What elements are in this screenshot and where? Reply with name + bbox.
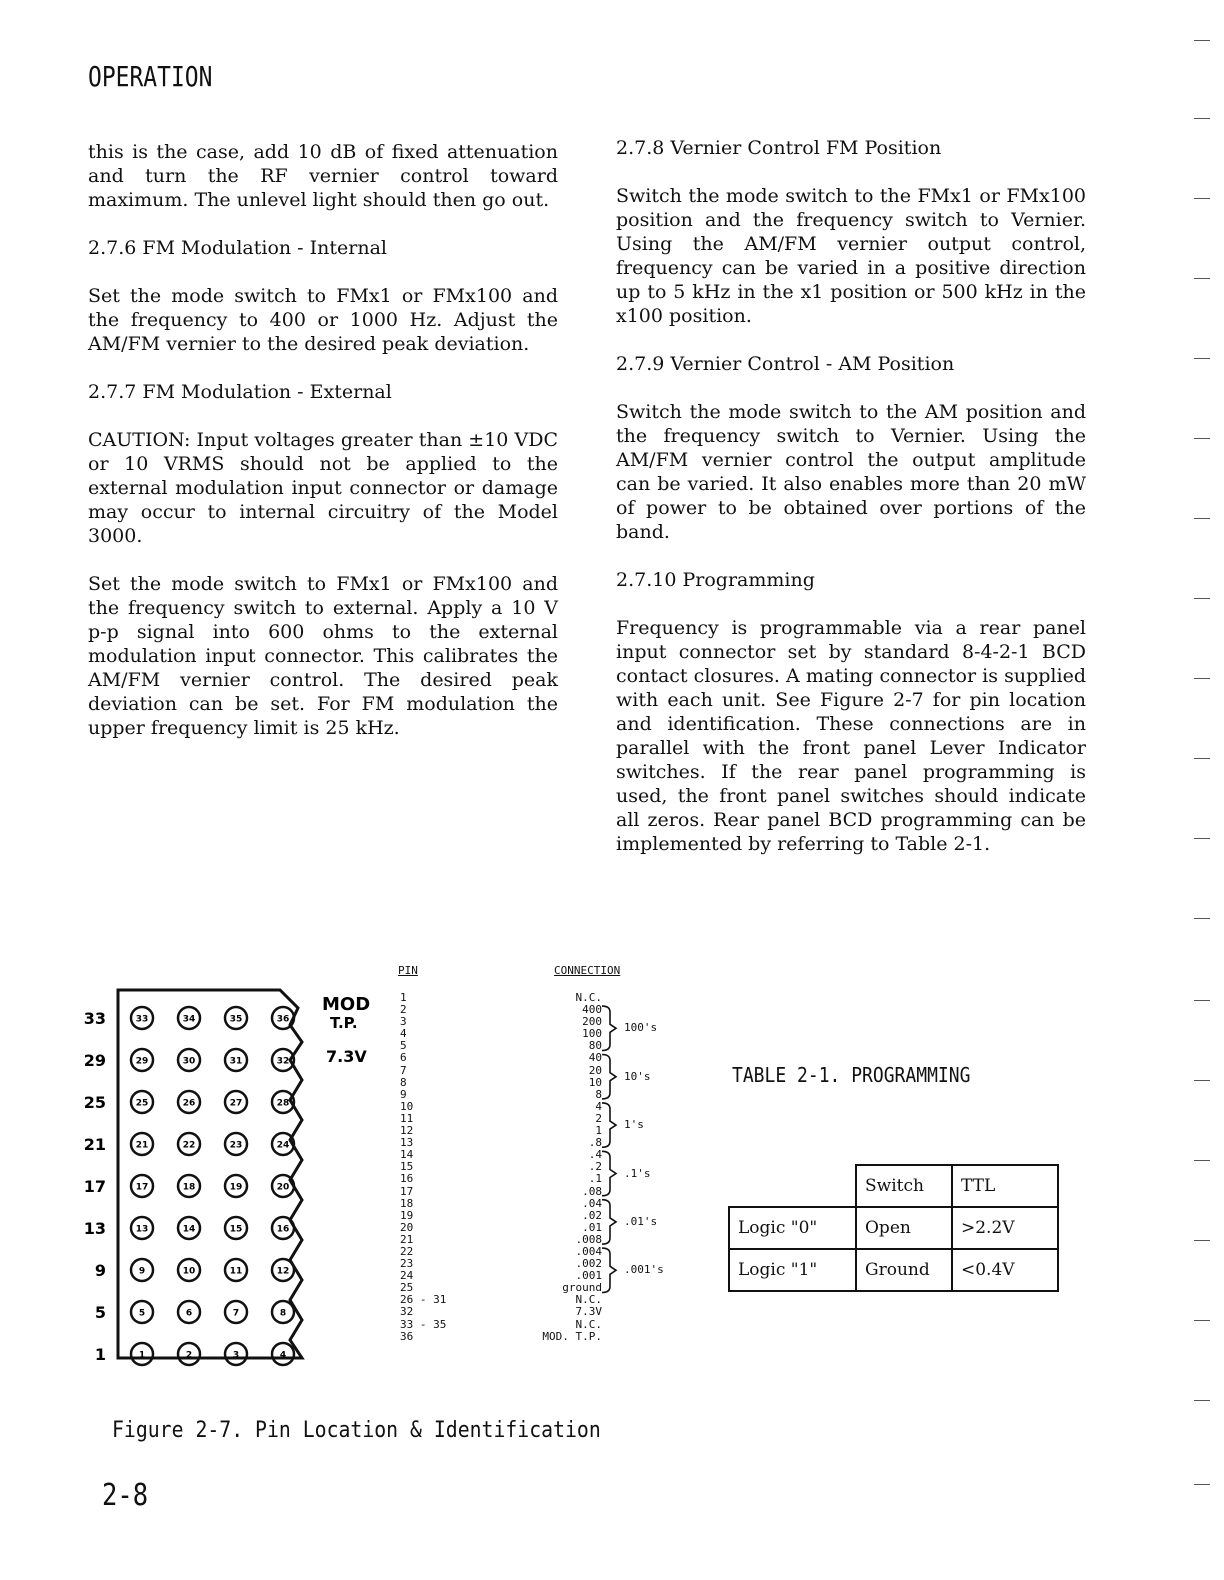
connector-diagram xyxy=(80,980,380,1380)
pin-entry: 25 xyxy=(400,1281,414,1295)
header-ttl: TTL xyxy=(952,1165,1058,1207)
pin-number: 18 xyxy=(182,1182,196,1193)
pin-number: 33 xyxy=(135,1014,149,1025)
connection-entry: .4 xyxy=(588,1148,602,1162)
pin-entry: 18 xyxy=(400,1196,414,1210)
section-2-7-6-title: 2.7.6 FM Modulation - Internal xyxy=(88,237,387,259)
row-label: 17 xyxy=(83,1177,106,1196)
connection-entry: 40 xyxy=(588,1051,602,1065)
ttl-cell: >2.2V xyxy=(952,1207,1058,1249)
connection-entry: .8 xyxy=(588,1136,602,1150)
pin-grid xyxy=(131,1007,294,1365)
pin-entry: 22 xyxy=(400,1244,414,1258)
programming-table xyxy=(728,1164,1059,1292)
pin-entry: 33 - 35 xyxy=(400,1317,447,1331)
connection-entry: 8 xyxy=(595,1087,602,1101)
connection-entry: N.C. xyxy=(575,991,602,1004)
section-2-7-8-body: Switch the mode switch to the FMx1 or FMx100 position and the frequency switch to Vernier. Using the AM/FM vernier output control, frequency can be varied in a positive direction up to 5 kHz in the x1 position or 500 kHz in the x100 position. xyxy=(616,185,1086,327)
section-2-7-6-body: Set the mode switch to FMx1 or FMx100 and the frequency to 400 or 1000 Hz. Adjust the AM/FM vernier to the desired peak deviation. xyxy=(88,285,558,355)
pin-entry: 15 xyxy=(400,1160,414,1174)
pin-entry: 12 xyxy=(400,1124,414,1138)
pin-number: 7 xyxy=(232,1308,240,1319)
pin-number: 21 xyxy=(135,1140,149,1151)
tp-label: T.P. xyxy=(330,1014,358,1032)
connection-entry: 4 xyxy=(595,1099,602,1113)
table-title: TABLE 2-1. PROGRAMMING xyxy=(732,1063,971,1087)
connection-entry: .02 xyxy=(582,1208,602,1222)
section-2-7-10-body: Frequency is programmable via a rear panel input connector set by standard 8-4-2-1 BCD contact closures. A mating connector is supplied with each unit. See Figure 2-7 for pin location and identification. These connections are in parallel with the front panel Lever Indicator switches. If the rear panel programming is used, the front panel switches should indicate all zeros. Rear panel BCD programming can be implemented by referring to Table 2-1. xyxy=(616,617,1086,855)
group-label: .01's xyxy=(624,1214,658,1228)
pin-entry: 6 xyxy=(400,1051,407,1065)
row-labels xyxy=(84,1009,106,1364)
pin-entry: 21 xyxy=(400,1232,414,1246)
section-2-7-9-title: 2.7.9 Vernier Control - AM Position xyxy=(616,353,955,375)
group-bracket xyxy=(602,1006,616,1050)
connection-entry: .1 xyxy=(588,1172,602,1186)
pin-header: PIN xyxy=(398,964,418,977)
group-bracket xyxy=(602,1103,616,1147)
pin-entry: 19 xyxy=(400,1208,414,1222)
row-label: 1 xyxy=(94,1345,106,1364)
connection-entry: .2 xyxy=(588,1160,602,1174)
pin-entry: 13 xyxy=(400,1136,414,1150)
switch-cell: Ground xyxy=(856,1249,952,1291)
pin-entry: 20 xyxy=(400,1220,414,1234)
pin-number: 1 xyxy=(138,1350,146,1361)
group-label: .1's xyxy=(624,1166,651,1180)
switch-cell: Open xyxy=(856,1207,952,1249)
table-row xyxy=(729,1207,1058,1249)
group-bracket xyxy=(602,1248,616,1292)
voltage-label: 7.3V xyxy=(326,1047,367,1066)
connection-entry: 400 xyxy=(582,1003,602,1017)
connection-entry: ground xyxy=(562,1281,602,1295)
pin-entry: 14 xyxy=(400,1148,414,1162)
row-label: 29 xyxy=(83,1051,106,1070)
pin-entry: 10 xyxy=(400,1099,414,1113)
connection-entry: 2 xyxy=(595,1111,602,1125)
pin-number: 26 xyxy=(182,1098,196,1109)
pin-number: 4 xyxy=(279,1350,287,1361)
pin-number: 2 xyxy=(185,1350,193,1361)
pin-entry: 8 xyxy=(400,1075,407,1089)
left-column xyxy=(88,140,558,764)
connection-entry: 1 xyxy=(595,1124,602,1138)
pin-number: 16 xyxy=(276,1224,290,1235)
connection-entry: .04 xyxy=(582,1196,602,1210)
pin-number: 12 xyxy=(276,1266,290,1277)
group-bracket xyxy=(602,1151,616,1195)
connection-entry: MOD. T.P. xyxy=(542,1329,602,1343)
connection-entry: .008 xyxy=(575,1232,602,1246)
connection-entry: .01 xyxy=(582,1220,602,1234)
pin-number: 10 xyxy=(182,1266,196,1277)
section-2-7-10-title: 2.7.10 Programming xyxy=(616,569,815,591)
ttl-cell: <0.4V xyxy=(952,1249,1058,1291)
pin-number: 6 xyxy=(185,1308,193,1319)
group-label: 10's xyxy=(624,1069,651,1083)
pin-entry: 26 - 31 xyxy=(400,1293,447,1307)
row-label: Logic "0" xyxy=(729,1207,856,1249)
pin-number: 31 xyxy=(229,1056,243,1067)
connection-entry: N.C. xyxy=(575,1293,602,1307)
pin-number: 29 xyxy=(135,1056,149,1067)
connection-entry: 7.3V xyxy=(575,1305,602,1319)
pin-entry: 1 xyxy=(400,991,407,1004)
pin-entry: 2 xyxy=(400,1003,407,1017)
connection-entry: 20 xyxy=(588,1063,602,1077)
row-label: 13 xyxy=(83,1219,106,1238)
row-label: Logic "1" xyxy=(729,1249,856,1291)
pin-entry: 16 xyxy=(400,1172,414,1186)
pin-number: 3 xyxy=(232,1350,240,1361)
intro-paragraph: this is the case, add 10 dB of fixed attenuation and turn the RF vernier control toward maximum. The unlevel light should then go out. xyxy=(88,141,558,211)
section-2-7-7-body: Set the mode switch to FMx1 or FMx100 and the frequency switch to external. Apply a 10 V p-p signal into 600 ohms to the external modulation input connector. This calibrates the AM/FM vernier control. The desired peak deviation can be set. For FM modulation the upper frequency limit is 25 kHz. xyxy=(88,573,558,739)
pin-number: 8 xyxy=(279,1308,287,1319)
connection-entry: N.C. xyxy=(575,1317,602,1331)
pin-number: 14 xyxy=(182,1224,196,1235)
connection-entry: 200 xyxy=(582,1015,602,1029)
section-2-7-7-title: 2.7.7 FM Modulation - External xyxy=(88,381,392,403)
pin-entry: 36 xyxy=(400,1329,414,1343)
group-bracket xyxy=(602,1200,616,1244)
row-label: 5 xyxy=(94,1303,106,1322)
table-header-row xyxy=(729,1165,1058,1207)
connection-entry: 80 xyxy=(588,1039,602,1053)
pin-number: 11 xyxy=(229,1266,243,1277)
pin-number: 35 xyxy=(229,1014,243,1025)
figure-caption: Figure 2-7. Pin Location & Identification xyxy=(112,1418,601,1443)
pin-number: 24 xyxy=(276,1140,290,1151)
right-column xyxy=(616,136,1086,880)
connection-list xyxy=(520,992,602,1343)
pin-entry: 9 xyxy=(400,1087,407,1101)
empty-cell xyxy=(729,1165,856,1207)
pin-entry: 32 xyxy=(400,1305,414,1319)
connection-entry: .004 xyxy=(575,1244,602,1258)
pin-entry: 24 xyxy=(400,1269,414,1283)
group-label: 100's xyxy=(624,1021,658,1035)
pin-entry: 7 xyxy=(400,1063,407,1077)
row-label: 33 xyxy=(83,1009,106,1028)
pin-number: 32 xyxy=(276,1056,290,1067)
pin-number: 13 xyxy=(135,1224,149,1235)
row-label: 21 xyxy=(83,1135,106,1154)
row-label: 25 xyxy=(83,1093,106,1112)
pin-number: 17 xyxy=(135,1182,149,1193)
header-switch: Switch xyxy=(856,1165,952,1207)
group-label: 1's xyxy=(624,1118,644,1132)
pin-entry: 17 xyxy=(400,1184,414,1198)
section-2-7-7-caution: CAUTION: Input voltages greater than ±10 VDC or 10 VRMS should not be applied to the external modulation input connector or damage may occur to internal circuitry of the Model 3000. xyxy=(88,429,558,547)
row-label: 9 xyxy=(94,1261,106,1280)
pin-number: 34 xyxy=(182,1014,196,1025)
pin-number: 36 xyxy=(276,1014,290,1025)
pin-entry: 3 xyxy=(400,1015,407,1029)
page-number: 2-8 xyxy=(102,1478,149,1513)
connection-entry: 10 xyxy=(588,1075,602,1089)
section-2-7-9-body: Switch the mode switch to the AM position and the frequency switch to Vernier. Using the AM/FM vernier control the output amplitude can be varied. It also enables more than 20 mW of power to be obtained over portions of the band. xyxy=(616,401,1086,543)
pin-number: 27 xyxy=(229,1098,243,1109)
pin-number: 23 xyxy=(229,1140,243,1151)
table-row xyxy=(729,1249,1058,1291)
pin-entry: 5 xyxy=(400,1039,407,1053)
pin-number: 5 xyxy=(138,1308,146,1319)
mod-label: MOD xyxy=(322,994,371,1015)
connection-entry: 100 xyxy=(582,1027,602,1041)
pin-number: 30 xyxy=(182,1056,196,1067)
pin-number: 28 xyxy=(276,1098,290,1109)
group-bracket xyxy=(602,1055,616,1099)
pin-number: 20 xyxy=(276,1182,290,1193)
pin-number: 19 xyxy=(229,1182,243,1193)
connection-entry: .001 xyxy=(575,1269,602,1283)
connection-entry: .08 xyxy=(582,1184,602,1198)
pin-number: 25 xyxy=(135,1098,149,1109)
connection-header: CONNECTION xyxy=(554,964,621,977)
section-2-7-8-title: 2.7.8 Vernier Control FM Position xyxy=(616,137,942,159)
group-label: .001's xyxy=(624,1263,664,1277)
pin-number: 22 xyxy=(182,1140,196,1151)
page-header: OPERATION xyxy=(88,60,213,93)
pin-number: 15 xyxy=(229,1224,243,1235)
pin-number: 9 xyxy=(138,1266,146,1277)
pin-entry: 11 xyxy=(400,1111,414,1125)
pin-entry: 23 xyxy=(400,1257,414,1271)
pin-entry: 4 xyxy=(400,1027,407,1041)
pin-list xyxy=(400,992,470,1343)
connection-entry: .002 xyxy=(575,1257,602,1271)
